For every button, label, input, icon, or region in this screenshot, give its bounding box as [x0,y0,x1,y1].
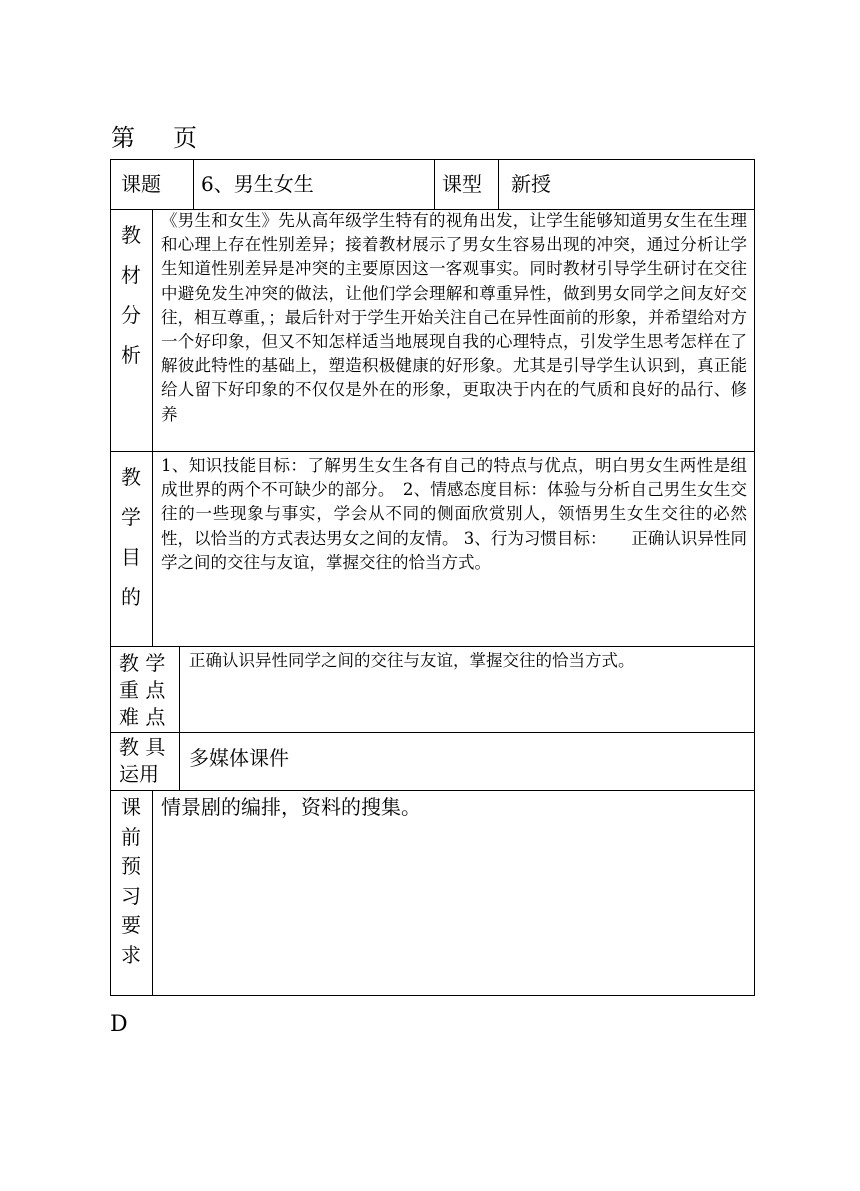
label-char: 教 [121,223,141,247]
label-char: 分 [121,303,141,327]
label-char: 习 [121,883,141,908]
row-divider [110,732,755,733]
label-char: 材 [121,263,141,287]
teaching-goals-text: 1、知识技能目标：了解男生女生各有自己的特点与优点，明白男女生两性是组成世界的两个不可缺少的部分。 2、情感态度目标：体验与分析自己男生女生交往的一些现象与事实，学会从不同的侧面欣赏别人，领悟男生女生交往的必然性，以恰当的方式表达男女之间的友情。 3、行为习惯目标： 正确认识异性同学之间的交往与友谊，掌握交往的恰当方式。 [161,456,747,572]
preview-requirements-label [119,793,143,970]
label-char: 的 [121,585,141,609]
footer-mark: D [110,1012,128,1037]
row-divider [110,451,755,452]
col-divider [434,159,435,209]
label-char: 学 [121,505,141,529]
page-suffix: 页 [173,124,197,152]
row-divider [110,790,755,791]
label-char: 预 [121,854,141,878]
teaching-tools-label [119,734,165,788]
lesson-type-value: 新授 [511,172,551,196]
preview-requirements-text: 情景剧的编排，资料的搜集。 [161,795,421,819]
col-divider [152,209,153,646]
label-line: 教 学 [119,651,166,675]
page-number-header [111,118,197,153]
label-char: 求 [121,942,141,967]
col-divider [498,159,499,209]
topic-value: 6、男生女生 [201,172,314,196]
textbook-analysis-label [119,215,143,375]
key-difficulties-text: 正确认识异性同学之间的交往与友谊，掌握交往的恰当方式。 [189,651,635,670]
label-line: 难 点 [119,705,166,729]
label-char: 目 [121,545,141,569]
label-line: 运用 [119,762,159,786]
label-char: 教 [121,465,141,489]
label-char: 析 [121,343,141,367]
teaching-tools-text: 多媒体课件 [189,746,289,770]
col-divider [193,159,194,209]
teaching-goals-label [119,457,143,617]
col-divider [179,646,180,790]
row-divider [110,646,755,647]
label-line: 重 点 [119,678,166,702]
key-difficulties-label [119,650,165,731]
col-divider [152,790,153,996]
label-char: 课 [121,795,141,819]
topic-label: 课题 [121,172,161,196]
lesson-type-label: 课型 [442,172,482,196]
label-char: 要 [121,913,141,937]
label-line: 教 具 [119,735,166,759]
textbook-analysis-text: 《男生和女生》先从高年级学生特有的视角出发，让学生能够知道男女生在生理和心理上存在性别差异；接着教材展示了男女生容易出现的冲突，通过分析让学生知道性别差异是冲突的主要原因这一客观事实。同时教材引导学生研讨在交往中避免发生冲突的做法，让他们学会理解和尊重异性，做到男女同学之间友好交往，相互尊重，；最后针对于学生开始关注自己在异性面前的形象，并希望给对方一个好印象，但又不知怎样适当地展现自我的心理特点，引发学生思考怎样在了解彼此特性的基础上，塑造积极健康的好形象。尤其是引导学生认识到，真正能给人留下好印象的不仅仅是外在的形象，更取决于内在的气质和良好的品行、修养 [161,211,747,424]
page-prefix: 第 [111,124,135,152]
label-char: 前 [121,824,141,849]
